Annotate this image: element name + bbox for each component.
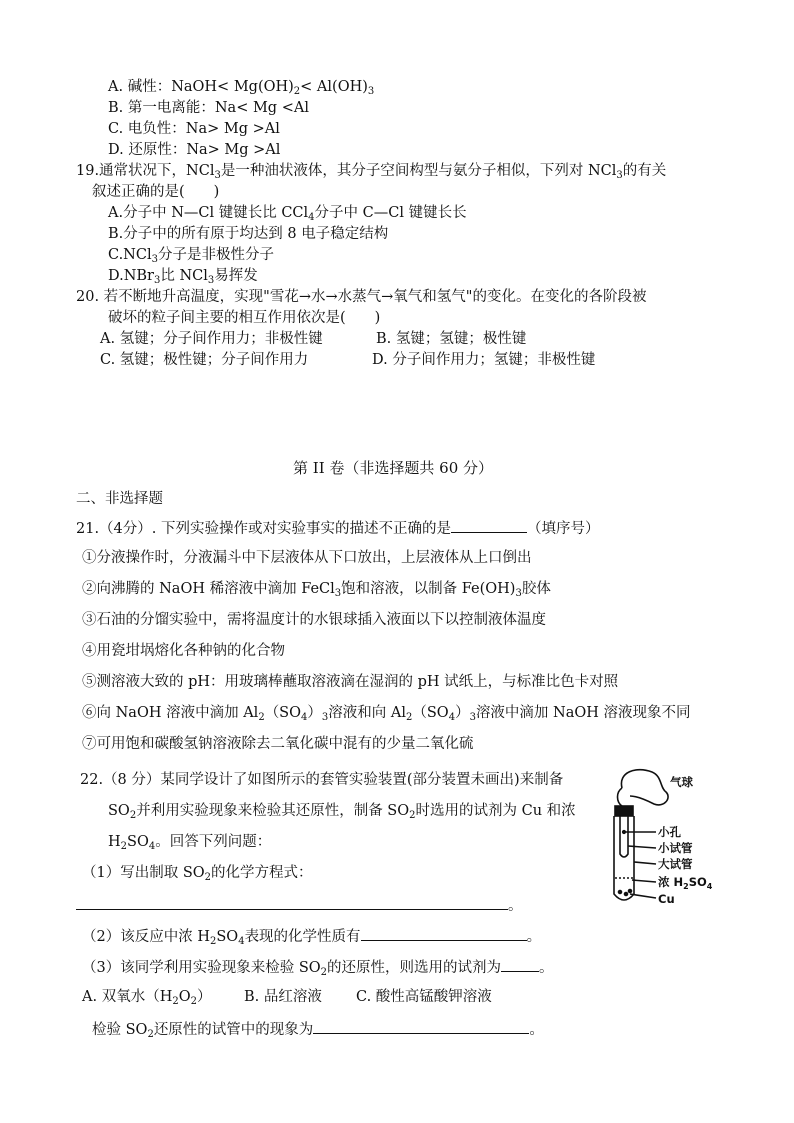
q19-option-a: A.分子中 N—Cl 键键长比 CCl$_4$分子中 C—Cl 键键长长 xyxy=(108,205,467,223)
q20-option-a: A. 氢键；分子间作用力；非极性键 xyxy=(100,331,323,347)
q22-equation-blank[interactable] xyxy=(76,895,508,910)
q18-option-b: B. 第一电离能：Na< Mg <Al xyxy=(108,100,309,116)
copper-piece xyxy=(629,890,632,893)
q19-option-c: C.NCl$_3$分子是非极性分子 xyxy=(108,247,274,265)
leader-line xyxy=(630,894,656,898)
q22-option-c: C. 酸性高锰酸钾溶液 xyxy=(356,989,492,1005)
q20-option-b: B. 氢键；氢键；极性键 xyxy=(376,331,527,347)
label-small-tube: 小试管 xyxy=(658,841,693,855)
q21-item-7: ⑦可用饱和碳酸氢钠溶液除去二氧化碳中混有的少量二氧化硫 xyxy=(82,736,474,752)
big-tube xyxy=(614,816,634,900)
q22-reagent-blank[interactable] xyxy=(501,957,539,972)
q20-stem-line1: 20. 若不断地升高温度，实现"雪花→水→水蒸气→氧气和氢气"的变化。在变化的各阶段被 xyxy=(76,289,647,305)
q20-option-c: C. 氢键；极性键；分子间作用力 xyxy=(100,352,309,368)
q20-option-d: D. 分子间作用力；氢键；非极性键 xyxy=(372,352,596,368)
q20-stem-line2: 破坏的粒子间主要的相互作用依次是( ) xyxy=(108,310,381,326)
label-copper: Cu xyxy=(658,892,675,906)
q22-part1-answer-line: 。 xyxy=(76,895,523,915)
leader-line xyxy=(634,862,656,864)
q19-option-d: D.NBr$_3$比 NCl$_3$易挥发 xyxy=(108,268,258,286)
label-hole: 小孔 xyxy=(658,825,681,839)
q21-item-6: ⑥向 NaOH 溶液中滴加 $Al_2(SO_4)_3$溶液和向 $Al_2(SO_4)_3$溶液中滴加 NaOH 溶液现象不同 xyxy=(82,705,691,723)
q19-option-b: B.分子中的所有原于均达到 8 电子稳定结构 xyxy=(108,226,389,242)
q22-option-b: B. 品红溶液 xyxy=(244,989,322,1005)
connecting-tube xyxy=(618,788,623,806)
q21-stem: 21.（4分）. 下列实验操作或对实验事实的描述不正确的是 （填序号） xyxy=(76,518,600,538)
balloon-shape xyxy=(621,770,668,805)
q21-item-1: ①分液操作时，分液漏斗中下层液体从下口放出，上层液体从上口倒出 xyxy=(82,550,532,566)
q18-option-a: A. 碱性：NaOH< $Mg(OH)_2< Al(OH)_3$ xyxy=(108,79,375,97)
apparatus-figure xyxy=(600,766,713,916)
q21-answer-blank[interactable] xyxy=(451,518,527,533)
hole-mark xyxy=(623,831,626,834)
q22-property-blank[interactable] xyxy=(361,926,527,941)
q18-option-c: C. 电负性：Na> Mg >Al xyxy=(108,121,280,137)
label-acid: 浓 $H_2SO_4$ xyxy=(658,875,713,891)
section2-heading: 二、非选择题 xyxy=(76,491,163,507)
leader-line xyxy=(628,846,656,848)
q22-stem-line3: $H_2SO_4$。回答下列问题： xyxy=(108,834,272,852)
q22-phenomenon-blank[interactable] xyxy=(313,1019,529,1034)
section2-title: 第 II 卷（非选择题共 60 分） xyxy=(293,459,494,477)
q22-stem-line2: $SO_2$并利用实验现象来检验其还原性，制备 $SO_2$时选用的试剂为 Cu 和浓 xyxy=(108,803,576,821)
label-big-tube: 大试管 xyxy=(658,857,693,871)
q22-stem-line1: 22.（8 分）某同学设计了如图所示的套管实验装置(部分装置未画出)来制备 xyxy=(80,772,564,788)
q22-option-a: A. 双氧水$(H_2O_2)$ xyxy=(82,989,212,1007)
stopper xyxy=(615,806,633,816)
q22-part4: 检验 $SO_2$还原性的试管中的现象为 。 xyxy=(92,1019,544,1039)
copper-piece xyxy=(619,891,622,894)
copper-piece xyxy=(625,893,628,896)
q19-stem-line1: 19.通常状况下，NCl$_3$是一种油状液体，其分子空间构型与氨分子相似，下列对 NCl$_3$的有关 xyxy=(76,163,667,181)
label-balloon: 气球 xyxy=(670,775,693,789)
q21-item-2: ②向沸腾的 NaOH 稀溶液中滴加 FeCl$_3$饱和溶液，以制备 $Fe(OH)_3$胶体 xyxy=(82,581,551,599)
q21-item-4: ④用瓷坩埚熔化各种钠的化合物 xyxy=(82,643,285,659)
q21-item-5: ⑤测溶液大致的 pH：用玻璃棒蘸取溶液滴在湿润的 pH 试纸上，与标准比色卡对照 xyxy=(82,674,619,690)
q18-option-d: D. 还原性：Na> Mg >Al xyxy=(108,142,281,158)
q22-part2: （2）该反应中浓 $H_2SO_4$表现的化学性质有 。 xyxy=(82,926,541,946)
q21-item-3: ③石油的分馏实验中，需将温度计的水银球插入液面以下以控制液体温度 xyxy=(82,612,546,628)
q22-part3: （3）该同学利用实验现象来检验 $SO_2$的还原性，则选用的试剂为 。 xyxy=(82,957,554,977)
leader-line xyxy=(632,880,656,882)
q19-stem-line2: 叙述正确的是( ) xyxy=(92,184,220,200)
q22-part1: （1）写出制取 $SO_2$的化学方程式： xyxy=(82,865,313,883)
small-tube xyxy=(620,816,628,857)
